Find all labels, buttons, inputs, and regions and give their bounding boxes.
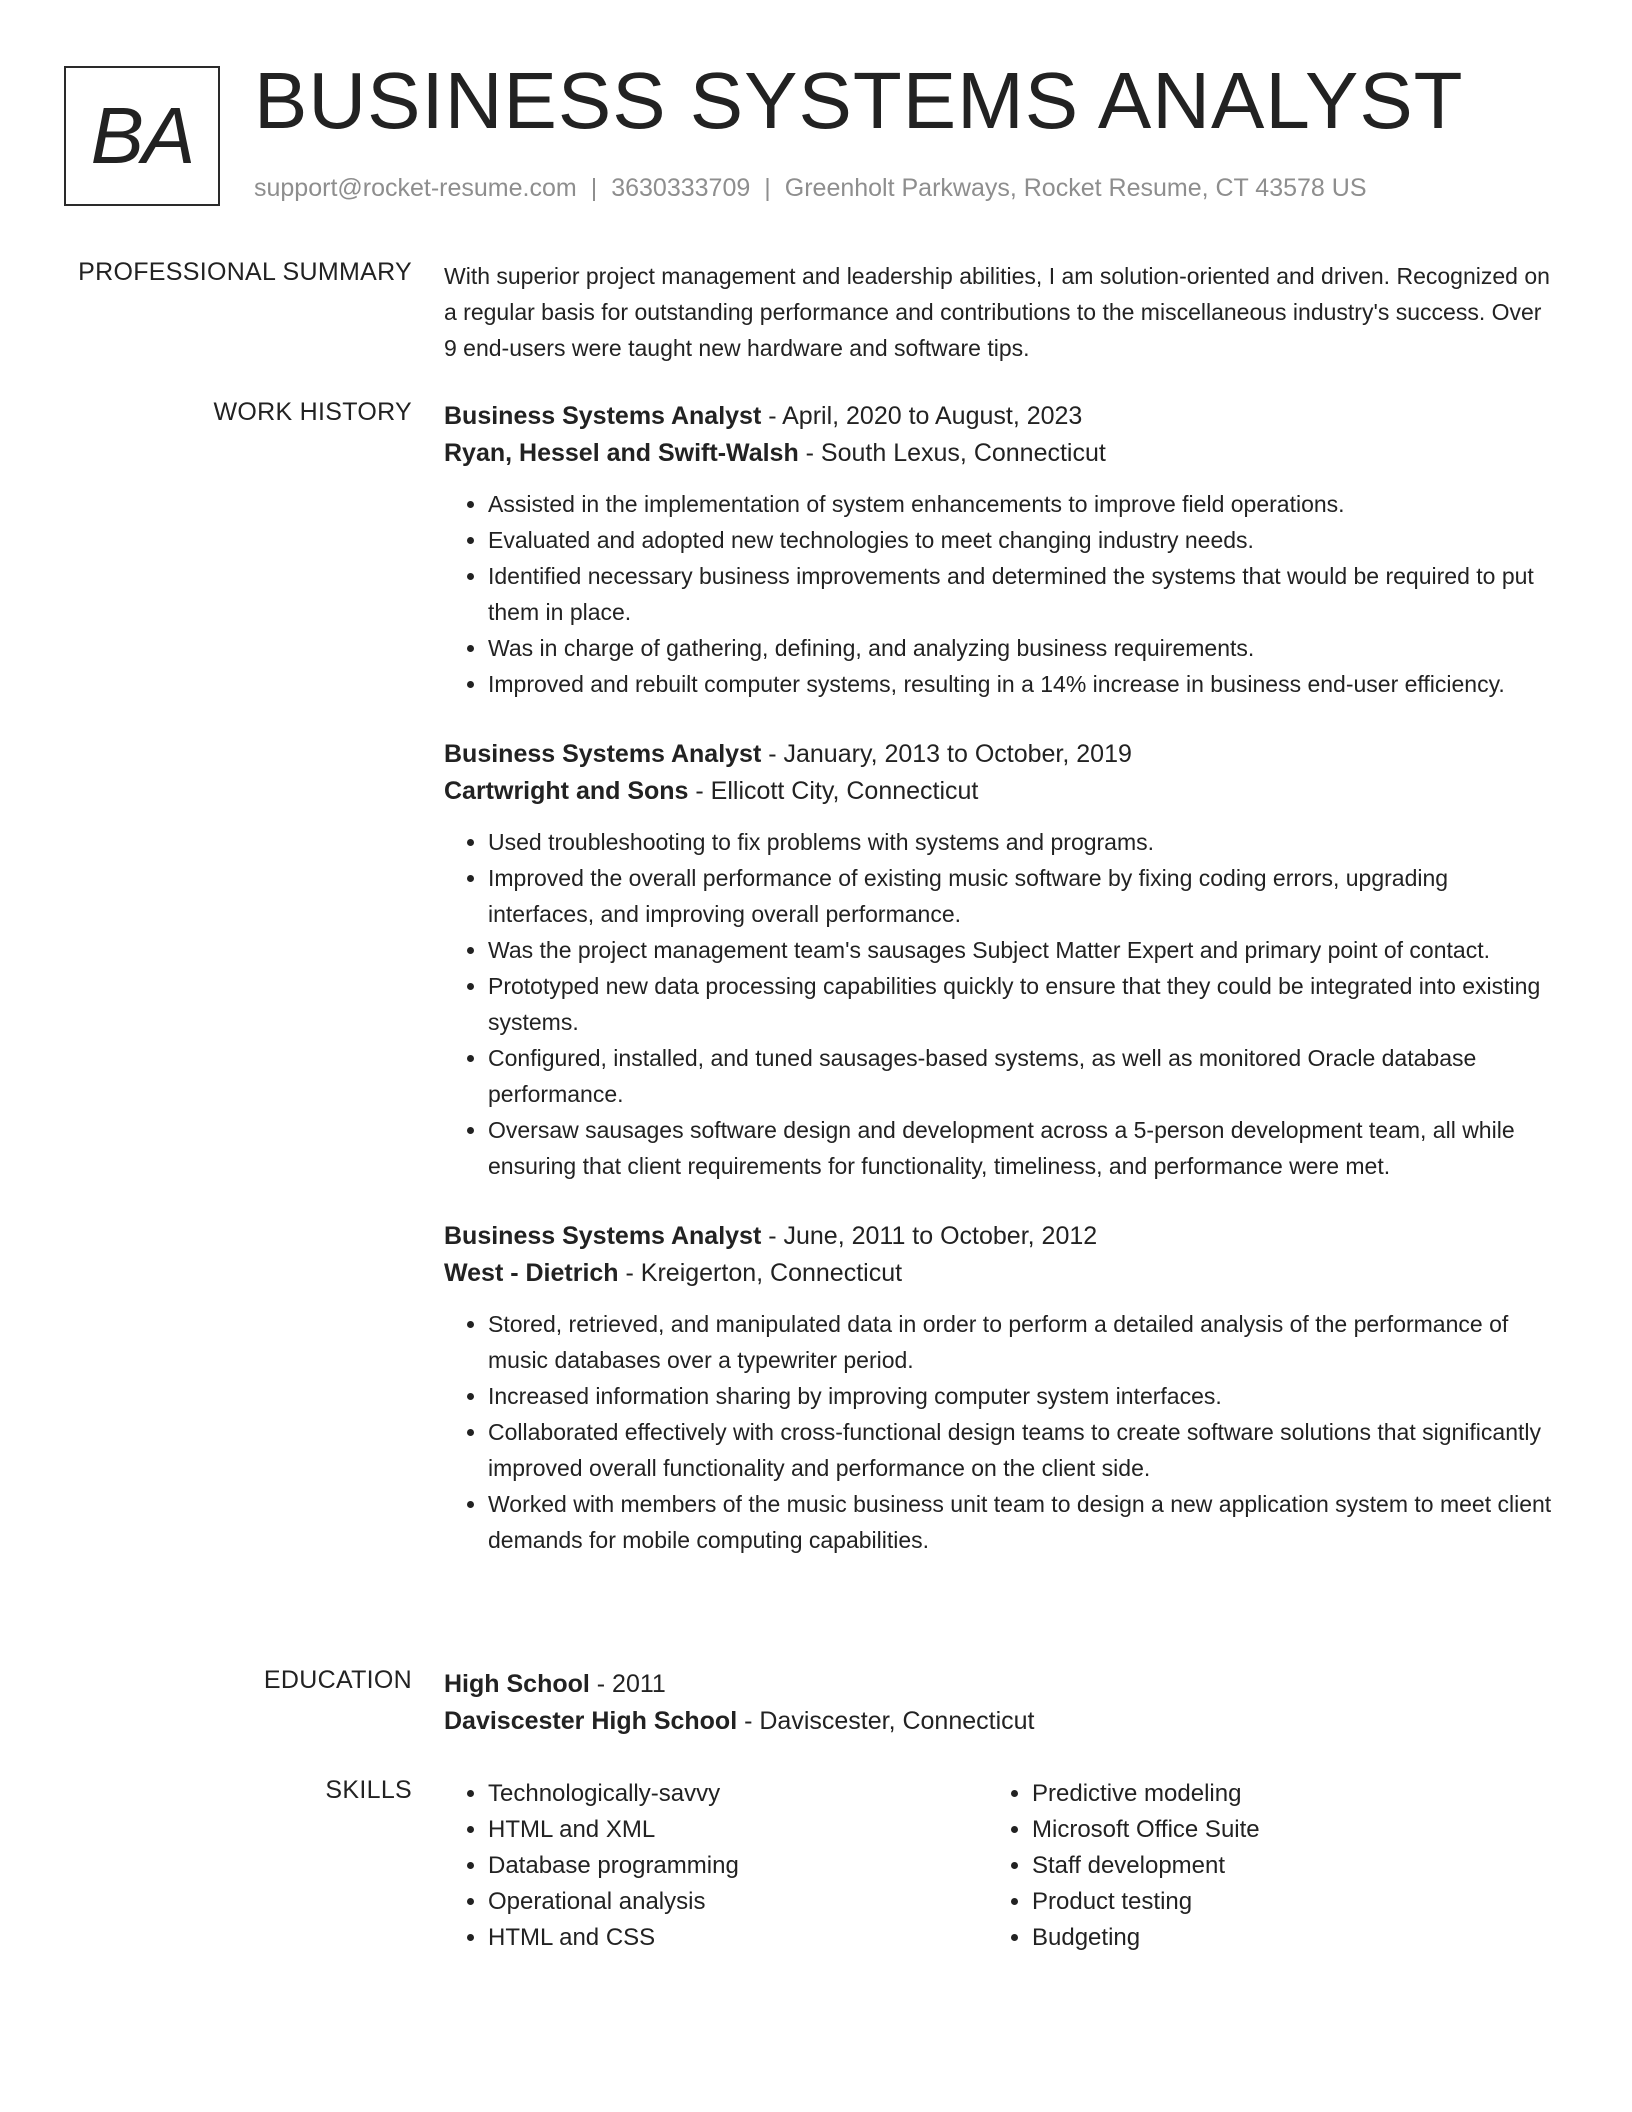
skills-content (444, 1776, 1560, 1956)
job-entry (444, 398, 1560, 702)
job-dates: - January, 2013 to October, 2019 (761, 740, 1132, 768)
job-title-line (444, 1218, 1560, 1255)
job-dates: - April, 2020 to August, 2023 (761, 402, 1083, 430)
education-degree: High School (444, 1670, 590, 1698)
contact-line (254, 174, 1367, 203)
job-location: - Ellicott City, Connecticut (688, 777, 979, 805)
job-entry (444, 1218, 1560, 1558)
list-item: • Evaluated and adopted new technologies to meet changing industry needs. (488, 522, 1560, 558)
job-company: Cartwright and Sons (444, 777, 689, 805)
job-title: Business Systems Analyst (444, 740, 762, 768)
job-location: - Kreigerton, Connecticut (618, 1259, 903, 1287)
monogram-box: BA (64, 66, 220, 206)
list-item: • Collaborated effectively with cross-functional design teams to create software solutions that significantly improved overall functionality and performance on the client side. (488, 1414, 1560, 1486)
job-dates: - June, 2011 to October, 2012 (761, 1222, 1098, 1250)
job-entry (444, 736, 1560, 1184)
job-bullets (444, 1306, 1560, 1558)
contact-phone[interactable]: 3630333709 (611, 174, 751, 202)
skill-item: • Microsoft Office Suite (1032, 1812, 1532, 1848)
section-label-skills: SKILLS (325, 1776, 412, 1804)
job-bullets (444, 486, 1560, 702)
education-year: - 2011 (589, 1670, 666, 1698)
skill-item: • Database programming (488, 1848, 988, 1884)
skill-item: • HTML and XML (488, 1812, 988, 1848)
section-label-summary: PROFESSIONAL SUMMARY (78, 258, 412, 286)
skill-item: • Budgeting (1032, 1920, 1532, 1956)
list-item: • Increased information sharing by improving computer system interfaces. (488, 1378, 1560, 1414)
list-item: • Configured, installed, and tuned sausages-based systems, as well as monitored Oracle database performance. (488, 1040, 1560, 1112)
skill-item: • HTML and CSS (488, 1920, 988, 1956)
list-item: • Worked with members of the music business unit team to design a new application system to meet client demands for mobile computing capabilities. (488, 1486, 1560, 1558)
list-item: • Was the project management team's sausages Subject Matter Expert and primary point of contact. (488, 932, 1560, 968)
section-label-work: WORK HISTORY (213, 398, 412, 426)
summary-content (444, 258, 1560, 366)
skills-list-right (988, 1776, 1532, 1956)
list-item: • Assisted in the implementation of system enhancements to improve field operations. (488, 486, 1560, 522)
job-company-line (444, 773, 1560, 810)
skills-list-left (444, 1776, 988, 1956)
summary-text: With superior project management and leadership abilities, I am solution-oriented and driven. Recognized on a regular basis for outstanding performance and contributions to the miscellaneous industry's success. Over 9 end-users were taught new hardware and software tips. (444, 263, 1550, 361)
job-bullets (444, 824, 1560, 1184)
job-title-line (444, 736, 1560, 773)
job-company: Ryan, Hessel and Swift-Walsh (444, 439, 799, 467)
education-content (444, 1666, 1560, 1740)
skill-item: • Operational analysis (488, 1884, 988, 1920)
job-location: - South Lexus, Connecticut (798, 439, 1106, 467)
education-school-line (444, 1703, 1560, 1740)
contact-separator: | (764, 174, 771, 202)
list-item: • Stored, retrieved, and manipulated data in order to perform a detailed analysis of the performance of music databases over a typewriter period. (488, 1306, 1560, 1378)
contact-email[interactable]: support@rocket-resume.com (254, 174, 577, 202)
job-company-line (444, 435, 1560, 472)
list-item: • Prototyped new data processing capabilities quickly to ensure that they could be integrated into existing systems. (488, 968, 1560, 1040)
education-location: - Daviscester, Connecticut (737, 1707, 1035, 1735)
list-item: • Improved the overall performance of existing music software by fixing coding errors, upgrading interfaces, and improving overall performance. (488, 860, 1560, 932)
job-title: Business Systems Analyst (444, 402, 762, 430)
list-item: • Oversaw sausages software design and development across a 5-person development team, all while ensuring that client requirements for functionality, timeliness, and performance were met. (488, 1112, 1560, 1184)
section-label-education: EDUCATION (263, 1666, 412, 1694)
job-title: Business Systems Analyst (444, 1222, 762, 1250)
list-item: • Identified necessary business improvements and determined the systems that would be required to put them in place. (488, 558, 1560, 630)
work-content (444, 398, 1560, 1558)
skill-item: • Technologically-savvy (488, 1776, 988, 1812)
list-item: • Was in charge of gathering, defining, and analyzing business requirements. (488, 630, 1560, 666)
list-item: • Improved and rebuilt computer systems, resulting in a 14% increase in business end-user efficiency. (488, 666, 1560, 702)
resume-title: BUSINESS SYSTEMS ANALYST (254, 56, 1464, 145)
contact-separator: | (590, 174, 598, 202)
skill-item: • Product testing (1032, 1884, 1532, 1920)
skill-item: • Staff development (1032, 1848, 1532, 1884)
education-school: Daviscester High School (444, 1707, 738, 1735)
contact-address: Greenholt Parkways, Rocket Resume, CT 43578 US (784, 174, 1367, 202)
job-company-line (444, 1255, 1560, 1292)
list-item: • Used troubleshooting to fix problems with systems and programs. (488, 824, 1560, 860)
skill-item: • Predictive modeling (1032, 1776, 1532, 1812)
education-degree-line (444, 1666, 1560, 1703)
job-company: West - Dietrich (444, 1259, 619, 1287)
job-title-line (444, 398, 1560, 435)
